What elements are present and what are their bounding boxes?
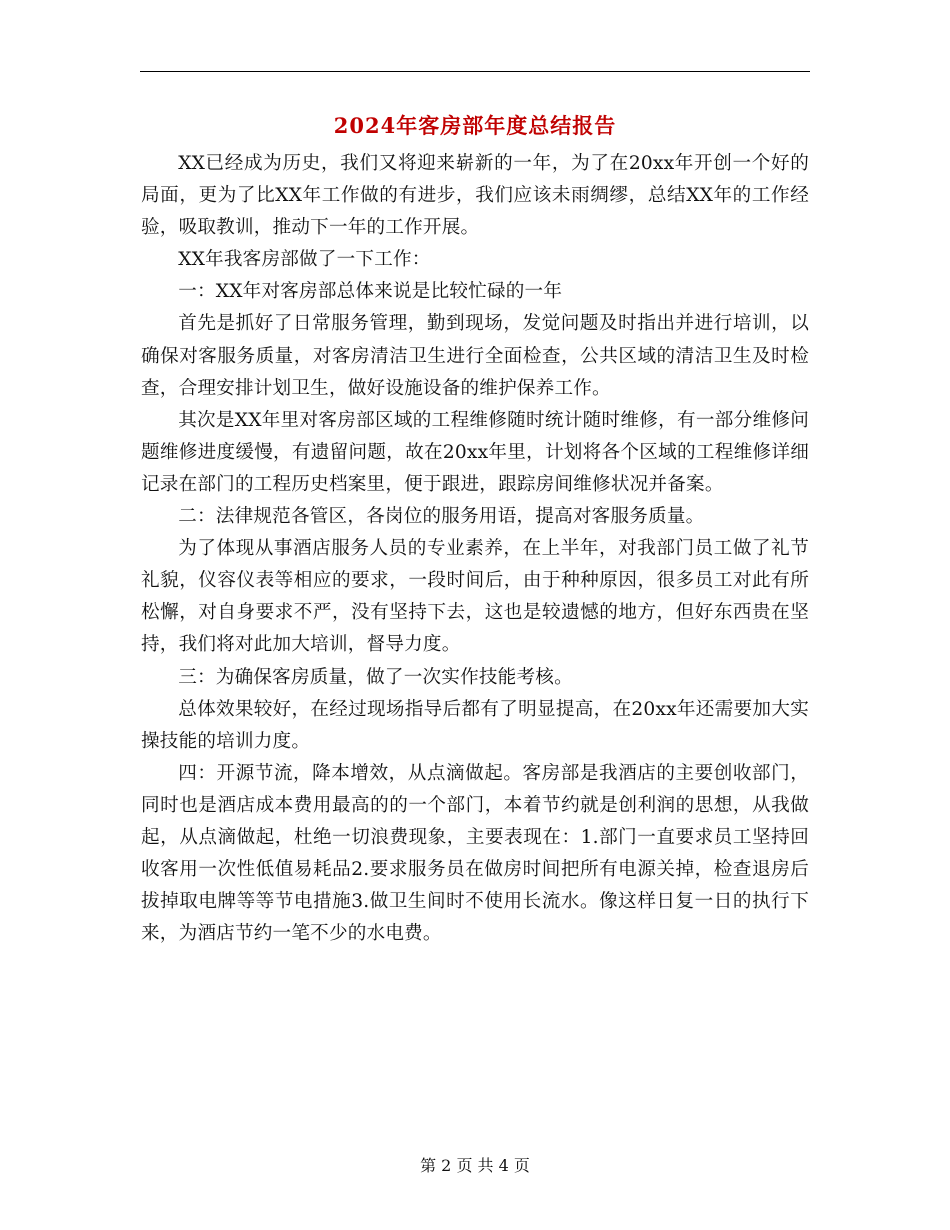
document-title: 2024年客房部年度总结报告 — [333, 113, 617, 138]
paragraph-daily-management: 首先是抓好了日常服务管理，勤到现场，发觉问题及时指出并进行培训，以确保对客服务质量，对客房清洁卫生进行全面检查，公共区域的清洁卫生及时检查，合理安排计划卫生，做好设施设备的维护保养工作。 — [141, 313, 809, 399]
section-heading-1: 一：XX年对客房部总体来说是比较忙碌的一年 — [178, 281, 563, 303]
paragraph-maintenance: 其次是XX年里对客房部区域的工程维修随时统计随时维修，有一部分维修问题维修进度缓慢，有遗留问题，故在20xx年里，计划将各个区域的工程维修详细记录在部门的工程历史档案里，便于跟进，跟踪房间维修状况并备案。 — [141, 409, 809, 495]
paragraph-intro: XX已经成为历史，我们又将迎来崭新的一年，为了在20xx年开创一个好的局面，更为了比XX年工作做的有进步，我们应该未雨绸缪，总结XX年的工作经验，吸取教训，推动下一年的工作开展。 — [141, 153, 809, 239]
section-heading-3: 三：为确保客房质量，做了一次实作技能考核。 — [178, 666, 573, 688]
document-body — [141, 148, 809, 950]
header-rule — [140, 71, 810, 72]
page-number: 第 2 页 共 4 页 — [420, 1156, 530, 1175]
section-heading-2: 二：法律规范各管区，各岗位的服务用语，提高对客服务质量。 — [178, 506, 705, 528]
paragraph-skills-assessment: 总体效果较好，在经过现场指导后都有了明显提高，在20xx年还需要加大实操技能的培训力度。 — [141, 698, 809, 752]
paragraph-cost-saving: 四：开源节流，降本增效，从点滴做起。客房部是我酒店的主要创收部门，同时也是酒店成本费用最高的的一个部门，本着节约就是创利润的思想，从我做起，从点滴做起，杜绝一切浪费现象，主要表现在：1.部门一直要求员工坚持回收客用一次性低值易耗品2.要求服务员在做房时间把所有电源关掉，检查退房后拔掉取电牌等等节电措施3.做卫生间时不使用长流水。像这样日复一日的执行下来，为酒店节约一笔不少的水电费。 — [141, 762, 809, 945]
paragraph-etiquette: 为了体现从事酒店服务人员的专业素养，在上半年，对我部门员工做了礼节礼貌，仪容仪表等相应的要求，一段时间后，由于种种原因，很多员工对此有所松懈，对自身要求不严，没有坚持下去，这也是较遗憾的地方，但好东西贵在坚持，我们将对此加大培训，督导力度。 — [141, 538, 809, 656]
paragraph-work-list-intro: XX年我客房部做了一下工作： — [178, 249, 431, 271]
